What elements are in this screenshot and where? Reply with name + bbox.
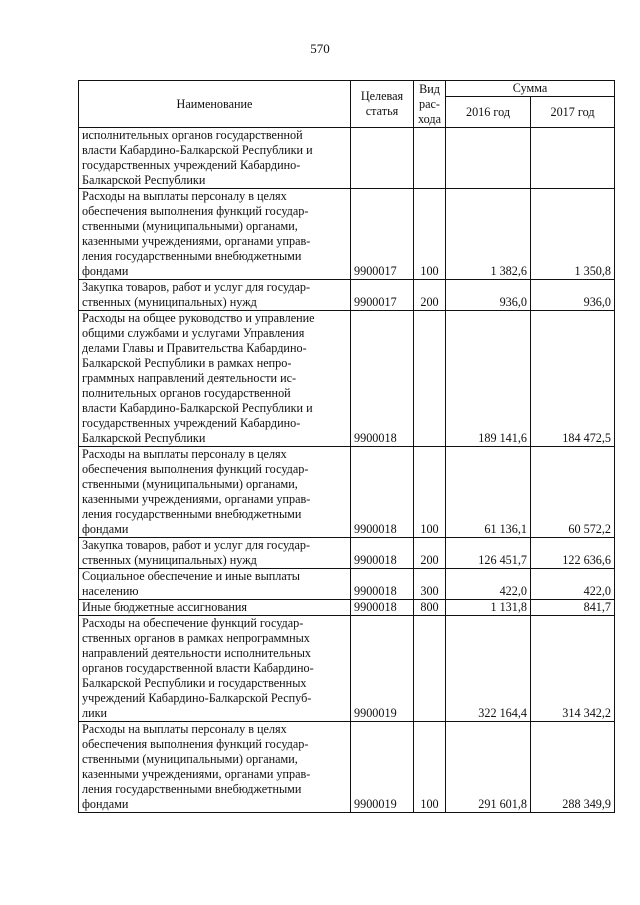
row-amount-2016-cell: 1 382,6	[446, 189, 531, 280]
row-target-code-cell: 9900017	[351, 280, 414, 311]
header-kind: Вид рас- хода	[414, 81, 446, 128]
row-name-cell: Иные бюджетные ассигнования	[79, 600, 351, 616]
row-target-code-cell: 9900018	[351, 569, 414, 600]
table-row	[79, 189, 615, 280]
row-amount-2017-cell: 1 350,8	[531, 189, 615, 280]
row-target-code-cell: 9900017	[351, 189, 414, 280]
row-name-cell: Социальное обеспечение и иные выплаты населению	[79, 569, 351, 600]
row-amount-2017-cell: 841,7	[531, 600, 615, 616]
row-name-cell: Расходы на обеспечение функций государ- ственных органов в рамках непрограммных направлений деятельности исполнительных органов государственной власти Кабардино- Балкарской Республики и государственных учреждений Кабардино-Балкарской Респуб- лики	[79, 616, 351, 722]
row-amount-2017-cell: 422,0	[531, 569, 615, 600]
page-number: 570	[310, 41, 330, 56]
row-expense-kind-cell: 200	[414, 538, 446, 569]
row-name-cell: Расходы на выплаты персоналу в целях обеспечения выполнения функций государ- ственными (муниципальными) органами, казенными учреждениями, органами управ- ления государственными внебюджетными фондами	[79, 722, 351, 813]
row-target-code-cell: 9900018	[351, 538, 414, 569]
row-target-code-cell: 9900018	[351, 600, 414, 616]
header-target: Целевая статья	[351, 81, 414, 128]
row-target-code-cell	[351, 128, 414, 189]
row-amount-2016-cell: 189 141,6	[446, 311, 531, 447]
row-amount-2016-cell: 126 451,7	[446, 538, 531, 569]
row-name-cell: Расходы на выплаты персоналу в целях обеспечения выполнения функций государ- ственными (муниципальными) органами, казенными учреждениями, органами управ- ления государственными внебюджетными фондами	[79, 189, 351, 280]
header-year-2017: 2017 год	[531, 97, 615, 128]
row-expense-kind-cell	[414, 128, 446, 189]
row-amount-2017-cell: 184 472,5	[531, 311, 615, 447]
row-amount-2016-cell	[446, 128, 531, 189]
row-name-cell: исполнительных органов государственной власти Кабардино-Балкарской Республики и государственных учреждений Кабардино- Балкарской Республики	[79, 128, 351, 189]
row-target-code-cell: 9900019	[351, 722, 414, 813]
row-name-cell: Закупка товаров, работ и услуг для государ- ственных (муниципальных) нужд	[79, 538, 351, 569]
header-name: Наименование	[79, 81, 351, 128]
row-amount-2017-cell: 314 342,2	[531, 616, 615, 722]
table-row	[79, 600, 615, 616]
row-amount-2016-cell: 936,0	[446, 280, 531, 311]
row-expense-kind-cell: 200	[414, 280, 446, 311]
budget-table	[78, 80, 615, 813]
row-expense-kind-cell: 100	[414, 447, 446, 538]
table-body	[79, 128, 615, 813]
table-header	[79, 81, 615, 128]
row-name-cell: Закупка товаров, работ и услуг для государ- ственных (муниципальных) нужд	[79, 280, 351, 311]
row-target-code-cell: 9900018	[351, 311, 414, 447]
row-expense-kind-cell: 300	[414, 569, 446, 600]
header-year-2016: 2016 год	[446, 97, 531, 128]
row-amount-2016-cell: 291 601,8	[446, 722, 531, 813]
row-expense-kind-cell: 800	[414, 600, 446, 616]
row-amount-2017-cell: 288 349,9	[531, 722, 615, 813]
table-row	[79, 616, 615, 722]
table-row	[79, 447, 615, 538]
row-target-code-cell: 9900018	[351, 447, 414, 538]
row-name-cell: Расходы на выплаты персоналу в целях обеспечения выполнения функций государ- ственными (муниципальными) органами, казенными учреждениями, органами управ- ления государственными внебюджетными фондами	[79, 447, 351, 538]
header-sum: Сумма	[446, 81, 615, 97]
table-row	[79, 280, 615, 311]
row-target-code-cell: 9900019	[351, 616, 414, 722]
row-amount-2016-cell: 422,0	[446, 569, 531, 600]
row-expense-kind-cell	[414, 311, 446, 447]
table-row	[79, 569, 615, 600]
table-row	[79, 538, 615, 569]
row-amount-2017-cell: 60 572,2	[531, 447, 615, 538]
row-expense-kind-cell: 100	[414, 189, 446, 280]
row-amount-2017-cell: 122 636,6	[531, 538, 615, 569]
row-expense-kind-cell: 100	[414, 722, 446, 813]
row-amount-2017-cell: 936,0	[531, 280, 615, 311]
row-amount-2016-cell: 322 164,4	[446, 616, 531, 722]
table-row	[79, 128, 615, 189]
table-row	[79, 311, 615, 447]
row-amount-2016-cell: 1 131,8	[446, 600, 531, 616]
row-amount-2016-cell: 61 136,1	[446, 447, 531, 538]
table-row	[79, 722, 615, 813]
row-amount-2017-cell	[531, 128, 615, 189]
row-expense-kind-cell	[414, 616, 446, 722]
row-name-cell: Расходы на общее руководство и управление общими службами и услугами Управления делами Главы и Правительства Кабардино- Балкарской Республики в рамках непро- граммных направлений деятельности ис- полнительных органов государственной власти Кабардино-Балкарской Республики и государственных учреждений Кабардино- Балкарской Республики	[79, 311, 351, 447]
